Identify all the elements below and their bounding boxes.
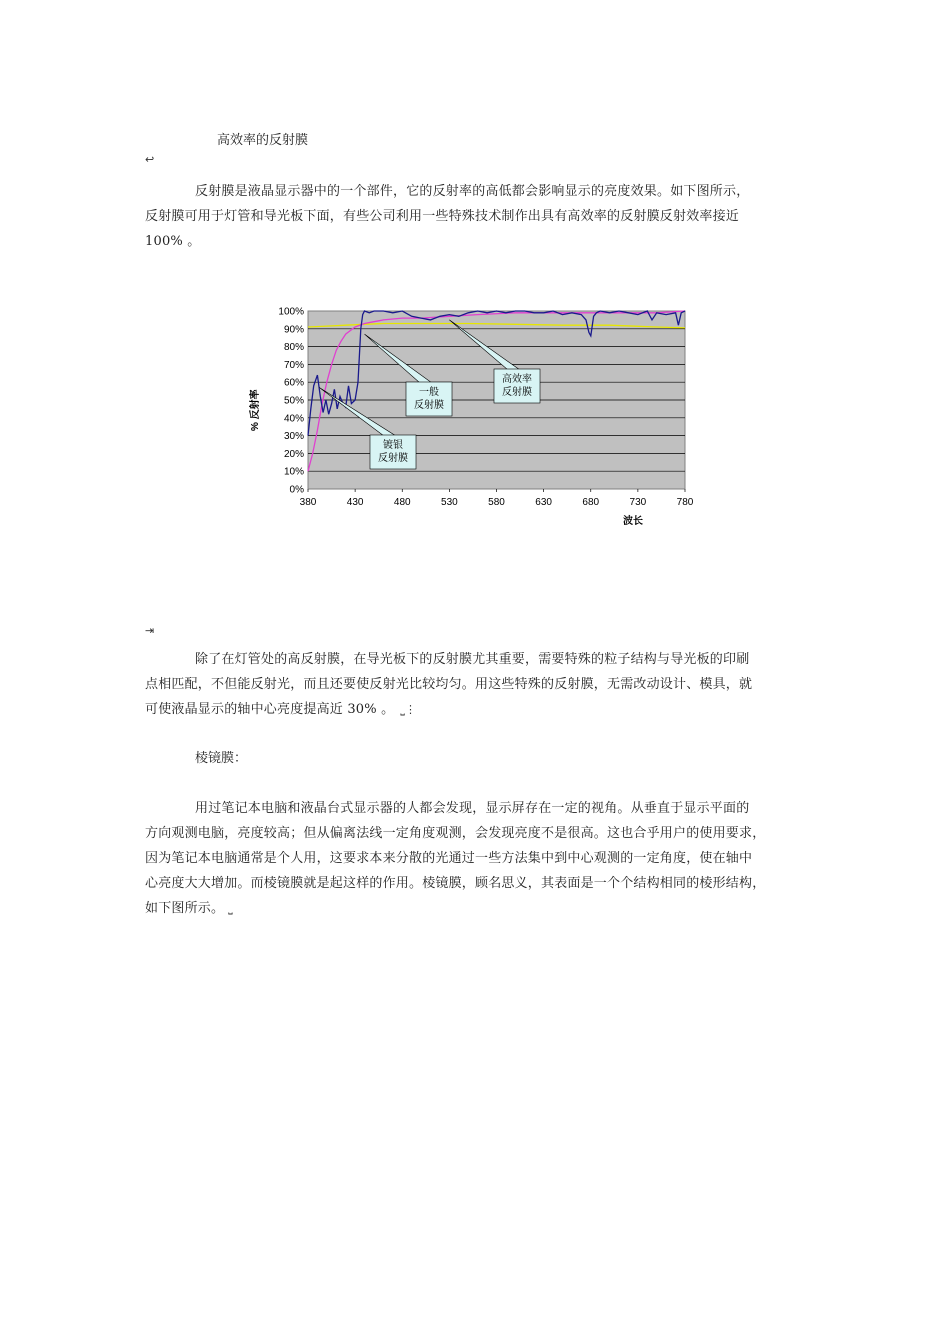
y-tick-label: 30% [283,431,304,443]
paragraph-line-text: 可使液晶显示的轴中心亮度提高近 30% 。 [145,702,395,717]
x-tick-label: 430 [346,497,364,508]
x-tick-label: 780 [676,497,694,508]
paragraph-line-text: 如下图所示。 [145,901,225,916]
paragraph-line: 100% 。 [145,234,201,249]
y-axis-label: % 反射率 [250,389,261,431]
y-tick-label: 40% [283,413,304,425]
y-tick-label: 90% [283,324,304,336]
anchor-mark-icon: ↩ [145,153,155,166]
paragraph-line: 反射膜可用于灯管和导光板下面，有些公司利用一些特殊技术制作出具有高效率的反射膜反射效率接近 [145,209,740,224]
callout-label: 反射膜 [414,400,444,411]
x-tick-labels [300,497,694,508]
y-tick-label: 0% [289,484,304,496]
x-tick-label: 530 [441,497,458,508]
anchor-mark-icon: ⇥ [145,624,155,637]
paragraph-line: 反射膜是液晶显示器中的一个部件，它的反射率的高低都会影响显示的亮度效果。如下图所示， [195,184,750,199]
y-tick-label: 10% [283,466,304,478]
paragraph-line: 因为笔记本电脑通常是个人用，这要求本来分散的光通过一些方法集中到中心观测的一定角度，使在轴中 [145,851,753,866]
x-tick-label: 730 [629,497,647,508]
paragraph-line: 方向观测电脑，亮度较高；但从偏离法线一定角度观测，会发现亮度不是很高。这也合乎用户的使用要求， [145,826,766,841]
paragraph-line: 点相匹配，不但能反射光，而且还要使反射光比较均匀。用这些特殊的反射膜，无需改动设计、模具，就 [145,677,753,692]
x-tick-label: 680 [582,497,600,508]
callout-label: 镀银 [383,440,403,451]
y-tick-label: 80% [283,342,304,354]
y-tick-label: 60% [283,377,304,389]
paragraph-line: 用过笔记本电脑和液晶台式显示器的人都会发现，显示屏存在一定的视角。从垂直于显示平面的 [195,801,750,816]
reflectance-chart [240,296,710,536]
x-tick-label: 480 [393,497,411,508]
paragraph-line: 除了在灯管处的高反射膜，在导光板下的反射膜尤其重要，需要特殊的粒子结构与导光板的印刷 [195,652,750,667]
x-tick-label: 380 [299,497,317,508]
y-tick-labels [278,307,304,496]
y-tick-label: 70% [283,359,304,371]
y-tick-label: 100% [278,306,304,318]
section-heading-prism-film: 棱镜膜： [195,751,248,766]
callout-label: 一般 [419,387,439,398]
paragraph-line: 心亮度大大增加。而棱镜膜就是起这样的作用。棱镜膜，顾名思义，其表面是一个个结构相同的棱形结构， [145,876,766,891]
y-tick-label: 20% [283,448,304,460]
x-axis-label: 波长 [623,516,643,527]
section-heading-reflective-film: 高效率的反射膜 [217,133,309,148]
callout-label: 反射膜 [502,387,532,398]
paragraph-line [145,897,233,916]
x-tick-label: 630 [535,497,552,508]
callout-label: 高效率 [502,374,532,385]
y-tick-label: 50% [283,395,304,407]
callout-label: 反射膜 [378,453,408,464]
x-tick-label: 580 [488,497,505,508]
paragraph-mark-icon: ⎵ [228,902,233,915]
paragraph-line [145,698,416,717]
paragraph-mark-icon: ⎵⋮ [400,703,417,716]
